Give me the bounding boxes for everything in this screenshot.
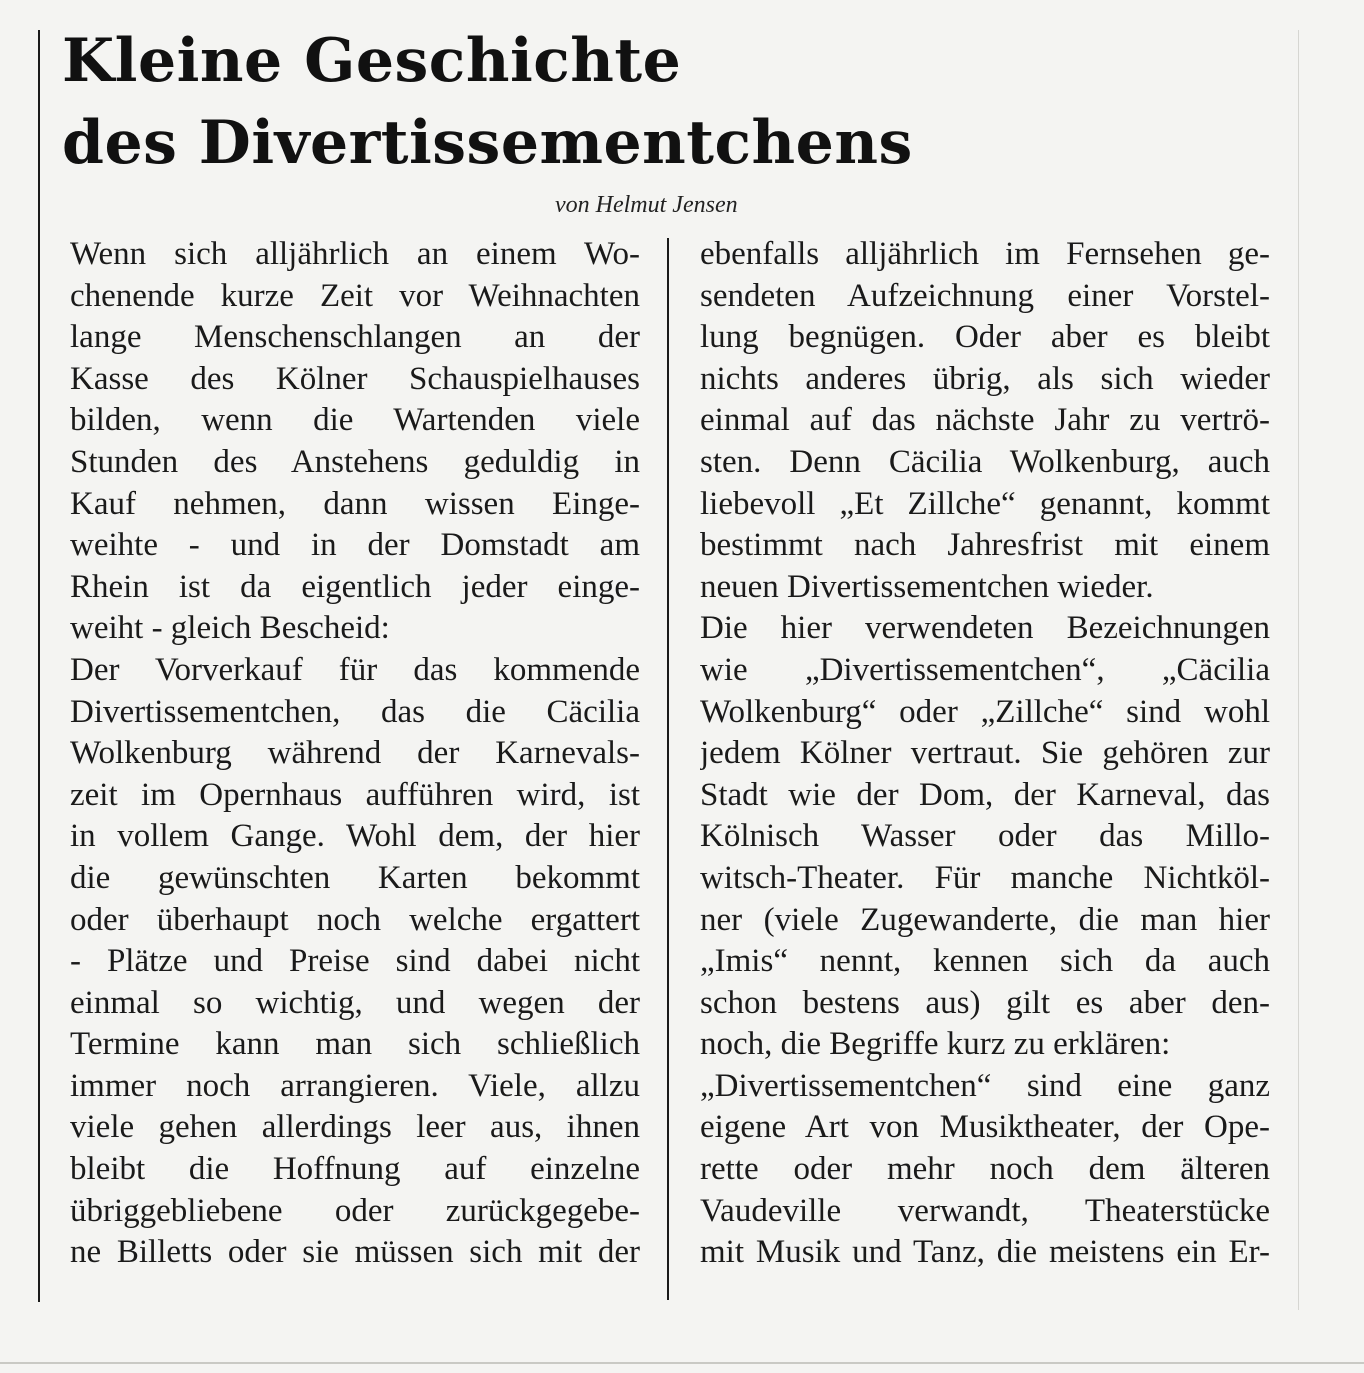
text-line: mit Musik und Tanz, die meistens ein Er-: [700, 1234, 1270, 1271]
text-line: Stadt wie der Dom, der Karneval, das: [700, 776, 1270, 813]
text-line: witsch-Theater. Für manche Nichtköl-: [700, 859, 1270, 896]
text-line: - Plätze und Preise sind dabei nicht: [70, 943, 640, 980]
text-line: lange Menschenschlangen an der: [70, 319, 640, 356]
text-line: Wenn sich alljährlich an einem Wo-: [70, 236, 640, 272]
text-line: ebenfalls alljährlich im Fernsehen ge-: [700, 236, 1270, 272]
title-line-1: Kleine Geschichte: [62, 26, 682, 96]
text-line: Stunden des Anstehens geduldig in: [70, 443, 640, 480]
text-line: ner (viele Zugewanderte, die man hier: [700, 901, 1270, 938]
text-line: ne Billetts oder sie müssen sich mit der: [70, 1234, 640, 1271]
text-line: Kauf nehmen, dann wissen Einge-: [70, 485, 640, 522]
article-byline: von Helmut Jensen: [555, 192, 738, 218]
text-line: immer noch arrangieren. Viele, allzu: [70, 1067, 640, 1104]
text-line: viele gehen allerdings leer aus, ihnen: [70, 1109, 640, 1146]
text-line: einmal so wichtig, und wegen der: [70, 984, 640, 1021]
text-line: jedem Kölner vertraut. Sie gehören zur: [700, 735, 1270, 772]
text-line: zeit im Opernhaus aufführen wird, ist: [70, 776, 640, 813]
text-line: weiht - gleich Bescheid:: [70, 610, 390, 647]
text-line: Der Vorverkauf für das kommende: [70, 651, 640, 688]
text-line: bleibt die Hoffnung auf einzelne: [70, 1151, 640, 1188]
text-line: einmal auf das nächste Jahr zu vertrö-: [700, 402, 1270, 439]
text-line: neuen Divertissementchen wieder.: [700, 568, 1154, 605]
text-line: in vollem Gange. Wohl dem, der hier: [70, 818, 640, 855]
text-line: oder überhaupt noch welche ergattert: [70, 901, 640, 938]
text-line: bilden, wenn die Wartenden viele: [70, 402, 640, 439]
text-line: schon bestens aus) gilt es aber den-: [700, 984, 1270, 1021]
right-text-column: [700, 234, 1270, 1274]
text-line: „Divertissementchen“ sind eine ganz: [700, 1067, 1270, 1104]
text-line: nichts anderes übrig, als sich wieder: [700, 360, 1270, 397]
left-text-column: [70, 234, 640, 1274]
left-margin-rule: [38, 30, 40, 1302]
text-line: sendeten Aufzeichnung einer Vorstel-: [700, 277, 1270, 314]
page-bottom-edge: [0, 1362, 1364, 1364]
text-line: eigene Art von Musiktheater, der Ope-: [700, 1109, 1270, 1146]
text-line: übriggebliebene oder zurückgegebe-: [70, 1192, 640, 1229]
text-line: Kölnisch Wasser oder das Millo-: [700, 818, 1270, 855]
text-line: Die hier verwendeten Bezeichnungen: [700, 610, 1270, 647]
page-edge-line: [1298, 30, 1299, 1310]
text-line: chenende kurze Zeit vor Weihnachten: [70, 277, 640, 314]
text-line: Wolkenburg“ oder „Zillche“ sind wohl: [700, 693, 1270, 730]
title-line-2: des Divertissementchens: [62, 108, 913, 178]
text-line: Vaudeville verwandt, Theaterstücke: [700, 1192, 1270, 1229]
text-line: noch, die Begriffe kurz zu erklären:: [700, 1026, 1171, 1063]
text-line: Kasse des Kölner Schauspielhauses: [70, 360, 640, 397]
text-line: rette oder mehr noch dem älteren: [700, 1151, 1270, 1188]
text-line: Termine kann man sich schließlich: [70, 1026, 640, 1063]
text-line: Divertissementchen, das die Cäcilia: [70, 693, 640, 730]
text-line: die gewünschten Karten bekommt: [70, 859, 640, 896]
column-divider-rule: [667, 238, 669, 1300]
text-line: sten. Denn Cäcilia Wolkenburg, auch: [700, 443, 1270, 480]
text-line: wie „Divertissementchen“, „Cäcilia: [700, 651, 1270, 688]
text-line: weihte - und in der Domstadt am: [70, 527, 640, 564]
text-line: „Imis“ nennt, kennen sich da auch: [700, 943, 1270, 980]
text-line: Wolkenburg während der Karnevals-: [70, 735, 640, 772]
article-title: [62, 20, 913, 184]
text-line: Rhein ist da eigentlich jeder einge-: [70, 568, 640, 605]
text-line: bestimmt nach Jahresfrist mit einem: [700, 527, 1270, 564]
text-line: lung begnügen. Oder aber es bleibt: [700, 319, 1270, 356]
text-line: liebevoll „Et Zillche“ genannt, kommt: [700, 485, 1270, 522]
